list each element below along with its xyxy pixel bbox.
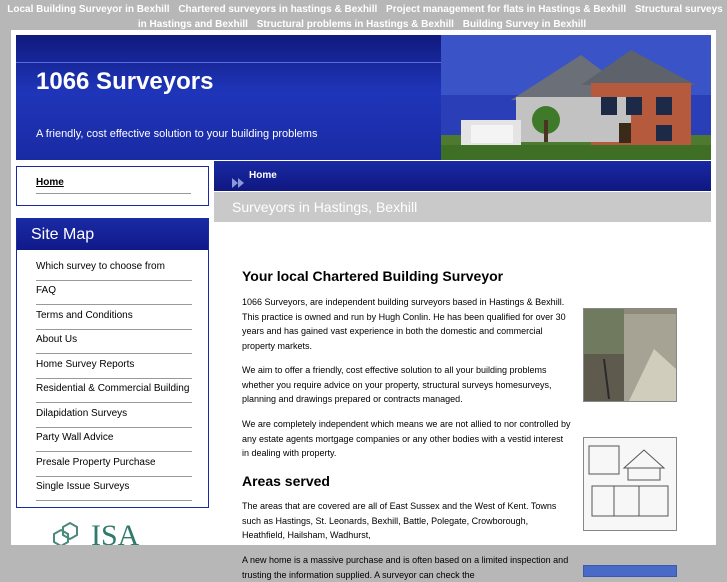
main-content: [214, 222, 711, 580]
sitemap-link-terms[interactable]: Terms and Conditions: [36, 309, 192, 330]
home-link[interactable]: Home: [36, 177, 64, 188]
house-photo: [441, 35, 711, 160]
top-navigation: [0, 0, 727, 30]
sitemap-link-faq[interactable]: FAQ: [36, 284, 192, 305]
home-nav-box: [16, 166, 209, 206]
sitemap-box: [16, 218, 209, 508]
sitemap-link-dilapidation[interactable]: Dilapidation Surveys: [36, 407, 192, 428]
sitemap-link-party-wall[interactable]: Party Wall Advice: [36, 431, 192, 452]
sitemap-link-single-issue[interactable]: Single Issue Surveys: [36, 480, 192, 501]
purchase-paragraph: A new home is a massive purchase and is often based on a limited inspection and trusting the information supplied. A surveyor can check the: [242, 555, 569, 580]
services-paragraph: We aim to offer a friendly, cost effective solution to all your building problems whether you require advice on your property, structural surveys homesurveys, planning and drawings prepared or contracts managed.: [242, 365, 552, 404]
top-nav-link-1[interactable]: Local Building Surveyor in Bexhill: [7, 4, 170, 15]
heading-areas-served: Areas served: [242, 473, 330, 489]
top-nav-link-6[interactable]: Building Survey in Bexhill: [462, 19, 587, 30]
independence-paragraph: We are completely independent which means we are not allied to nor controlled by any estate agents mortgage companies or any other bodies with a vestid interest in dealing with property.: [242, 419, 571, 458]
header-banner: [16, 35, 711, 160]
building-damage-photo: [583, 308, 677, 402]
site-title: 1066 Surveyors: [36, 68, 214, 95]
banner-stripe: [16, 62, 446, 63]
heading-chartered-surveyor: Your local Chartered Building Surveyor: [242, 268, 504, 284]
sitemap-link-survey-choice[interactable]: Which survey to choose from: [36, 260, 192, 281]
top-nav-link-3[interactable]: Project management for flats in Hastings & Bexhill: [386, 4, 627, 15]
sitemap-link-presale[interactable]: Presale Property Purchase: [36, 456, 192, 477]
home-divider: [36, 193, 191, 194]
site-tagline: A friendly, cost effective solution to your building problems: [36, 128, 318, 140]
breadcrumb-home[interactable]: Home: [249, 170, 277, 181]
sitemap-link-residential[interactable]: Residential & Commercial Building: [36, 382, 192, 403]
isa-logo: [51, 522, 201, 545]
top-nav-link-4[interactable]: Structural surveys in Hastings and Bexhill: [137, 4, 723, 30]
intro-paragraph: 1066 Surveyors, are independent building surveyors based in Hastings & Bexhill. This practice is owned and run by Hugh Conlin. He has been qualified for over 30 years and has gained vast experience in both the domestic and commercial property markets.: [242, 297, 566, 351]
logo-text: ISA: [91, 522, 140, 545]
house-thumbnail: [583, 565, 677, 577]
section-title: Surveyors in Hastings, Bexhill: [214, 192, 711, 222]
breadcrumb: [214, 161, 711, 191]
page-frame: [11, 30, 716, 580]
sitemap-heading: Site Map: [17, 219, 208, 250]
floor-plan-drawing: [583, 437, 677, 531]
sitemap-link-home-survey[interactable]: Home Survey Reports: [36, 358, 192, 379]
top-nav-link-5[interactable]: Structural problems in Hastings & Bexhill: [256, 19, 454, 30]
sitemap-link-about[interactable]: About Us: [36, 333, 192, 354]
top-nav-link-2[interactable]: Chartered surveyors in hastings & Bexhill: [178, 4, 378, 15]
areas-paragraph: The areas that are covered are all of East Sussex and the West of Kent. Towns such as Hastings, St. Leonards, Bexhill, Battle, Polegate, Crowborough, Heathfield, Hailsham, Wadhurst,: [242, 501, 557, 540]
